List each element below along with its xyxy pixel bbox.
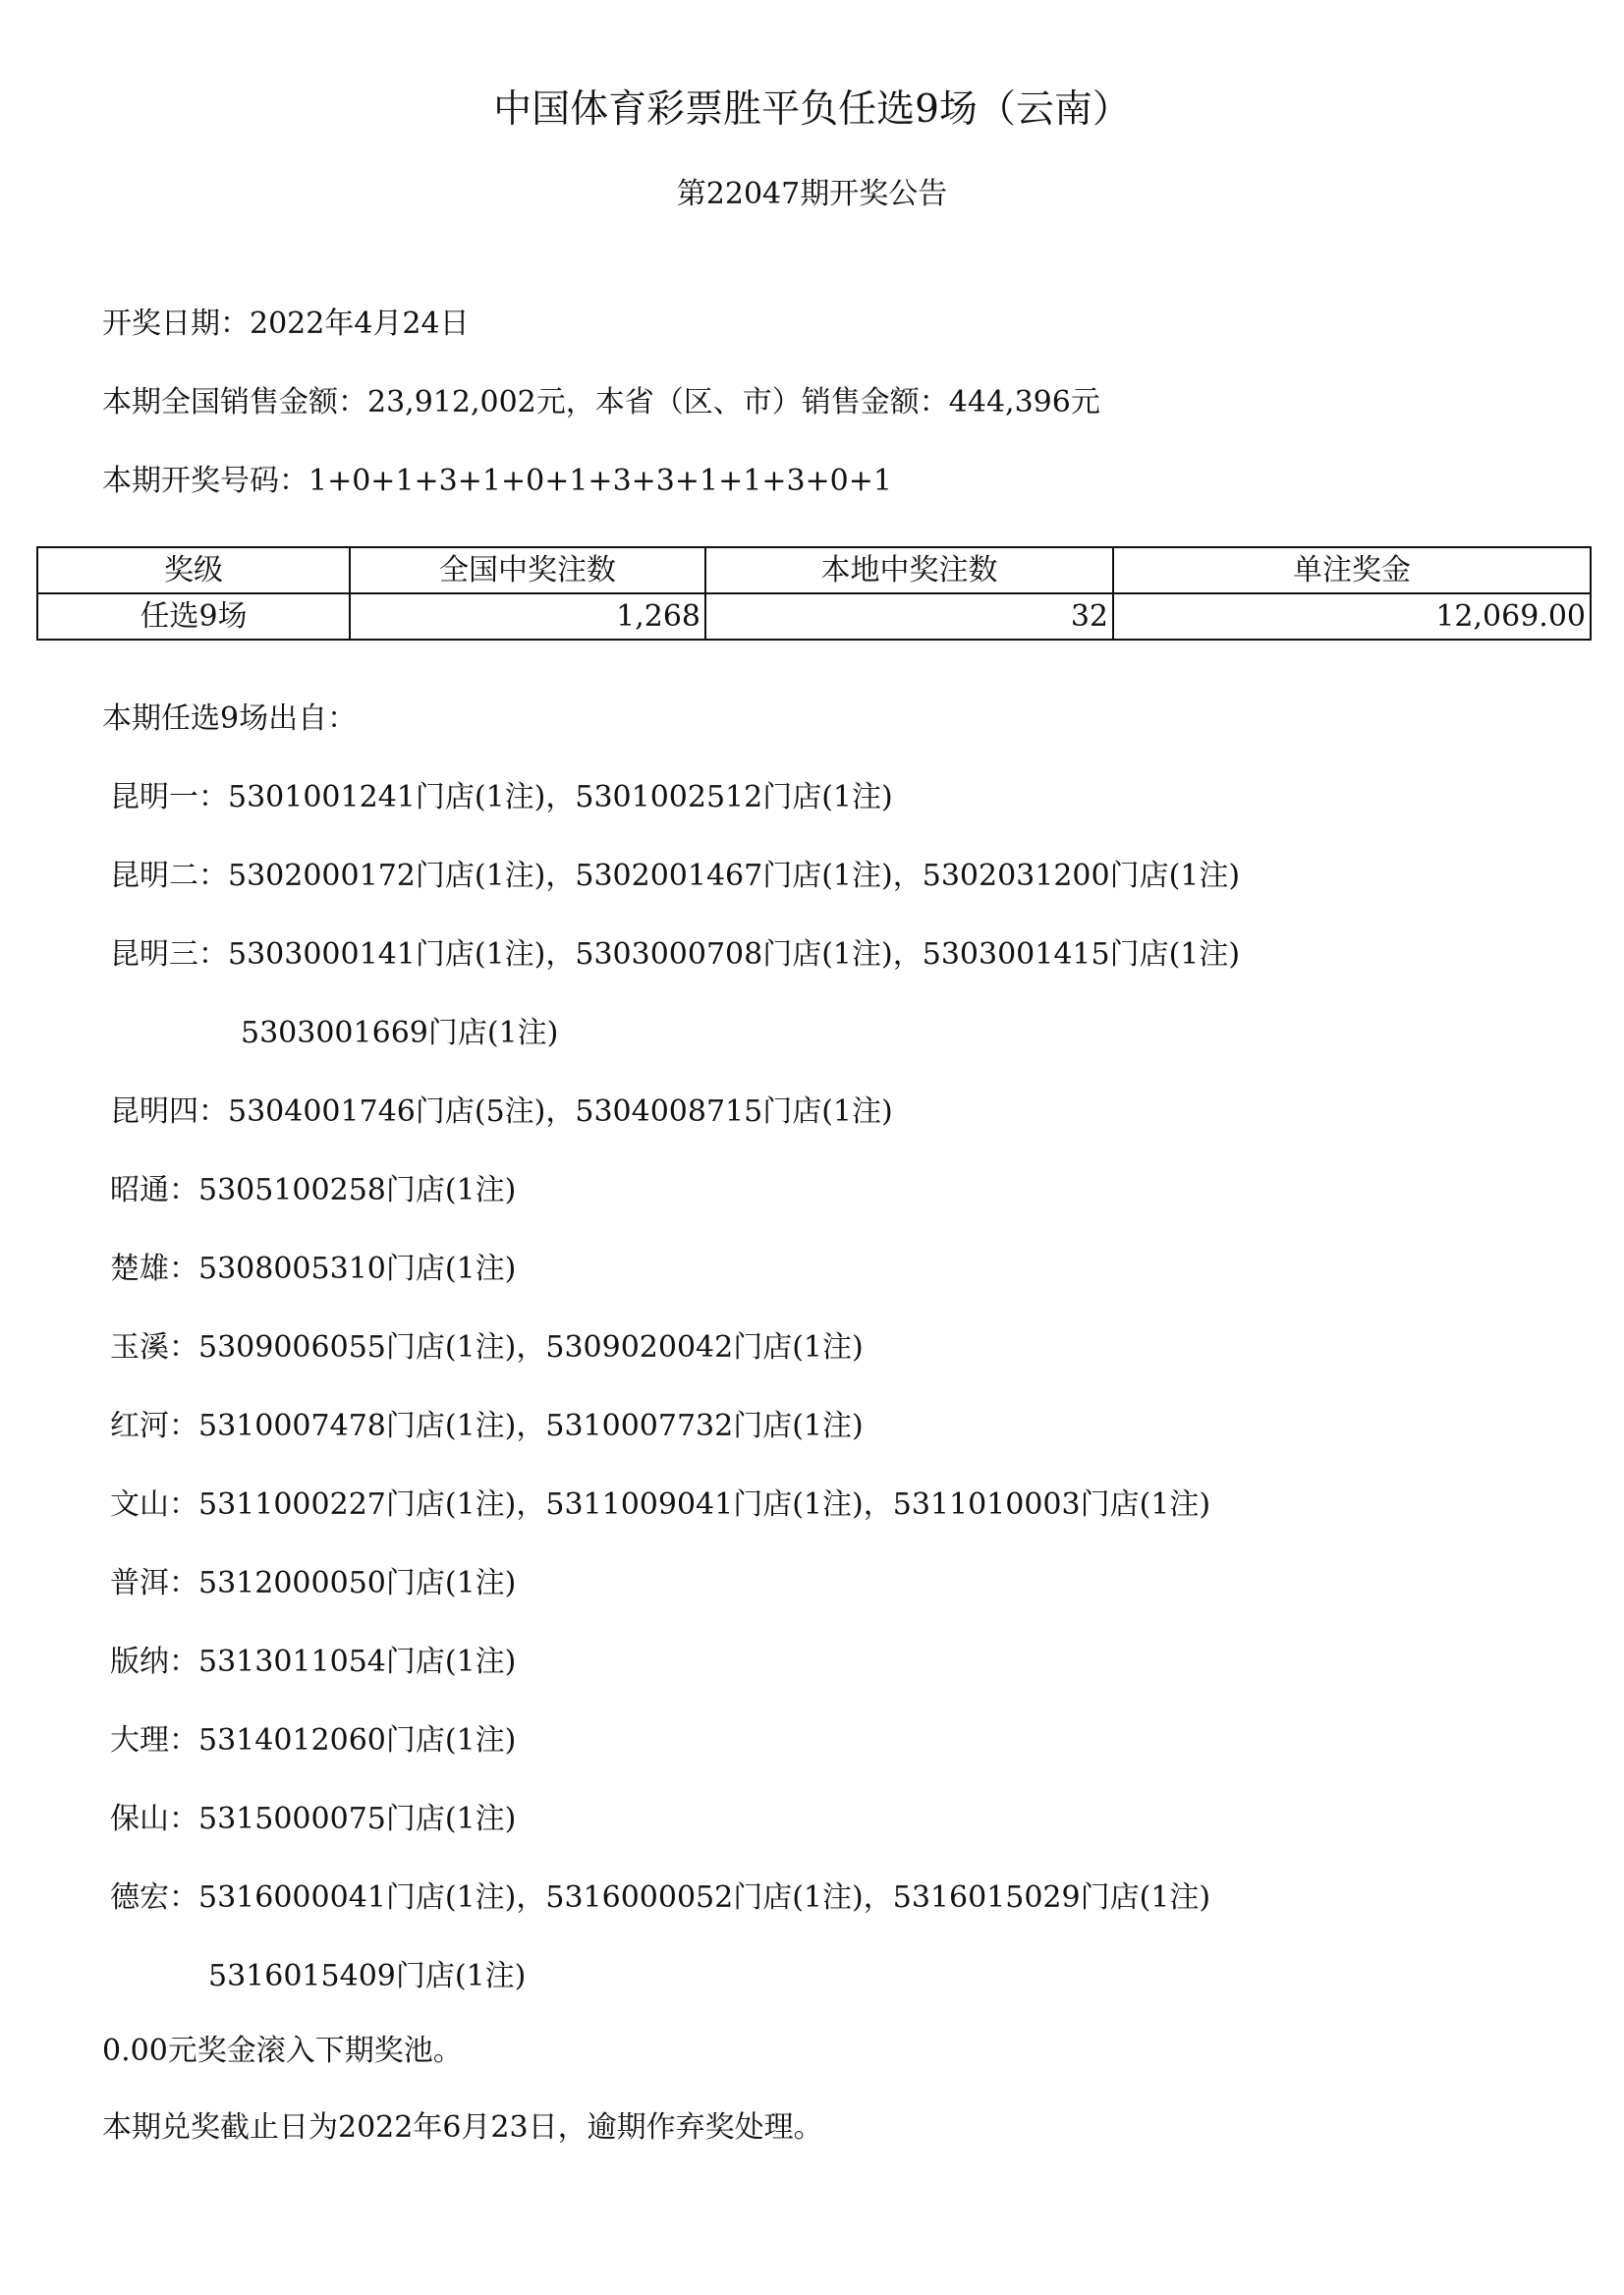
table-header-row	[37, 547, 1591, 593]
page-title: 中国体育彩票胜平负任选9场（云南）	[493, 87, 1131, 132]
winner-line-baoshan: 保山：5315000075门店(1注)	[110, 1802, 517, 1836]
cell-local-count: 32	[705, 593, 1113, 640]
winner-line-kunming-4: 昆明四：5304001746门店(5注)，5304008715门店(1注)	[110, 1094, 893, 1129]
winning-numbers: 本期开奖号码：1+0+1+3+1+0+1+3+3+1+1+3+0+1	[102, 464, 892, 498]
table-row	[37, 593, 1591, 640]
winner-line-kunming-3: 昆明三：5303000141门店(1注)，5303000708门店(1注)，5303001415门店(1注)	[110, 937, 1241, 972]
winner-line-puer: 普洱：5312000050门店(1注)	[110, 1566, 517, 1600]
winner-line-kunming-2: 昆明二：5302000172门店(1注)，5302001467门店(1注)，5302031200门店(1注)	[110, 859, 1241, 893]
winner-line-dehong: 德宏：5316000041门店(1注)，5316000052门店(1注)，5316015029门店(1注)	[110, 1880, 1211, 1915]
winner-line-banna: 版纳：5313011054门店(1注)	[110, 1645, 517, 1679]
cell-national-count: 1,268	[350, 593, 705, 640]
draw-date: 开奖日期：2022年4月24日	[102, 307, 470, 341]
header-level: 奖级	[37, 547, 350, 593]
winner-line-dehong-cont: 5316015409门店(1注)	[208, 1959, 527, 1993]
winner-line-wenshan: 文山：5311000227门店(1注)，5311009041门店(1注)，5311010003门店(1注)	[110, 1487, 1211, 1522]
winner-line-chuxiong: 楚雄：5308005310门店(1注)	[110, 1252, 517, 1286]
issue-subtitle: 第22047期开奖公告	[676, 177, 948, 211]
header-national-count: 全国中奖注数	[350, 547, 705, 593]
winner-line-zhaotong: 昭通：5305100258门店(1注)	[110, 1173, 517, 1207]
winners-heading: 本期任选9场出自：	[102, 701, 358, 736]
prize-table	[36, 546, 1592, 641]
winner-line-yuxi: 玉溪：5309006055门店(1注)，5309020042门店(1注)	[110, 1330, 864, 1365]
cell-prize-amount: 12,069.00	[1113, 593, 1591, 640]
winner-line-honghe: 红河：5310007478门店(1注)，5310007732门店(1注)	[110, 1409, 864, 1443]
rollover-note: 0.00元奖金滚入下期奖池。	[102, 2034, 463, 2068]
header-local-count: 本地中奖注数	[705, 547, 1113, 593]
deadline-note: 本期兑奖截止日为2022年6月23日，逾期作弃奖处理。	[102, 2110, 823, 2145]
winner-line-kunming-1: 昆明一：5301001241门店(1注)，5301002512门店(1注)	[110, 780, 893, 814]
sales-amount: 本期全国销售金额：23,912,002元，本省（区、市）销售金额：444,396元	[102, 385, 1100, 420]
winner-line-kunming-3-cont: 5303001669门店(1注)	[241, 1016, 559, 1050]
cell-level: 任选9场	[37, 593, 350, 640]
header-prize-amount: 单注奖金	[1113, 547, 1591, 593]
winner-line-dali: 大理：5314012060门店(1注)	[110, 1723, 517, 1758]
